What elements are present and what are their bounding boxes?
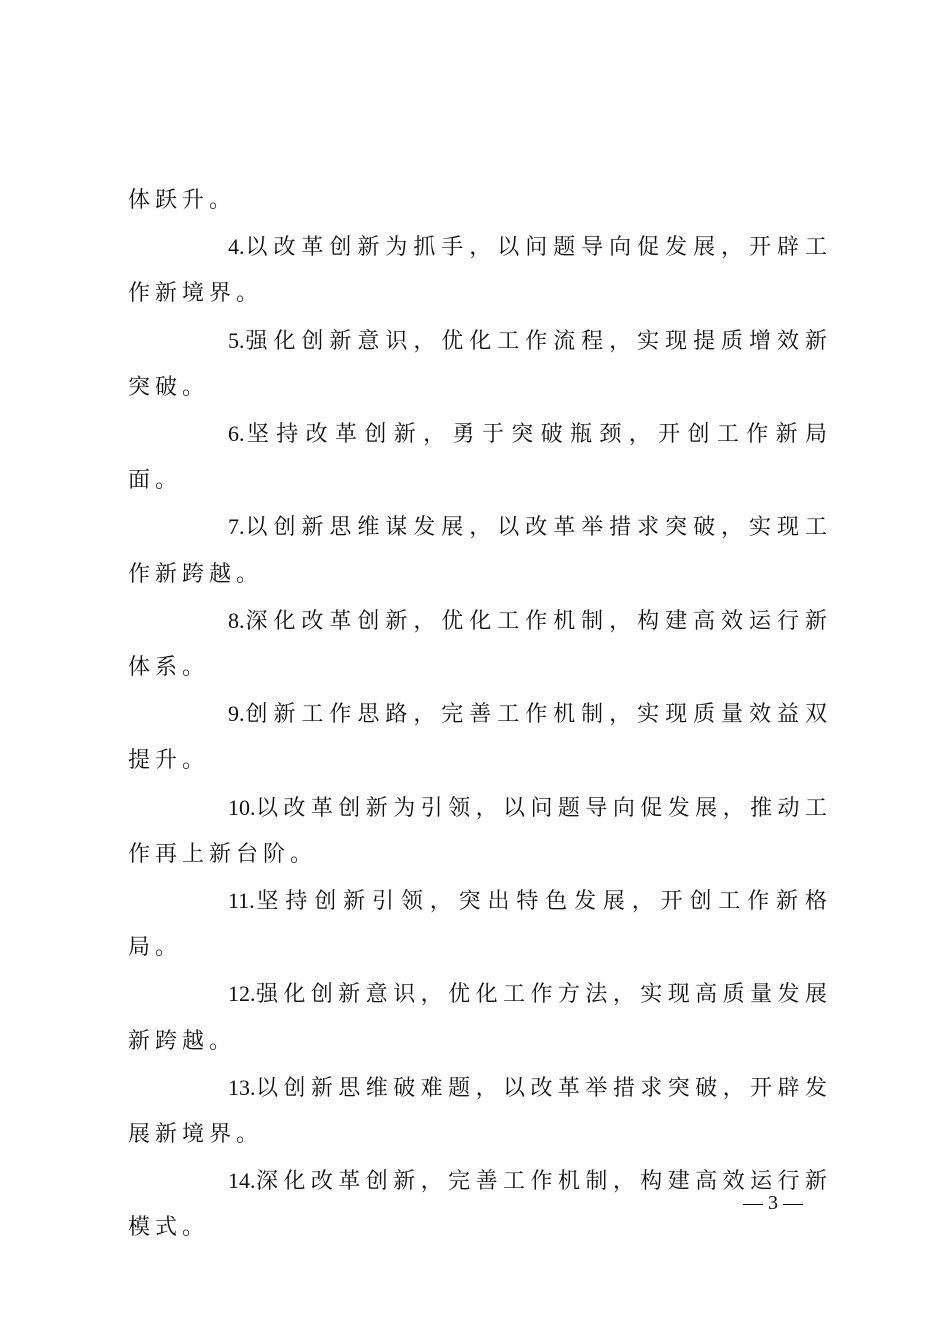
item-number: 13. [228,1074,256,1100]
list-item [128,224,832,317]
item-text: 坚持创新引领，突出特色发展，开创工作新格局。 [128,889,832,961]
list-item [128,1158,832,1251]
list-item [128,598,832,691]
item-number: 5. [228,327,245,353]
item-number: 6. [228,421,245,447]
list-item [128,971,832,1064]
page-number: — 3 — [743,1192,803,1214]
continuation-text: 体跃升。 [128,188,237,213]
item-number: 7. [228,514,245,540]
item-number: 8. [228,607,245,633]
item-text: 强化创新意识，优化工作流程，实现提质增效新突破。 [128,328,832,400]
item-text: 以创新思维破难题，以改革举措求突破，开辟发展新境界。 [128,1075,832,1148]
list-item [128,318,832,411]
item-number: 14. [228,1168,256,1194]
item-number: 10. [228,794,256,820]
item-text: 强化创新意识，优化工作方法，实现高质量发展新跨越。 [128,982,832,1054]
list-item [128,1065,832,1158]
list-item [128,878,832,971]
item-text: 创新工作思路，完善工作机制，实现质量效益双提升。 [128,702,832,774]
item-text: 以改革创新为抓手，以问题导向促发展，开辟工作新境界。 [128,235,832,307]
item-number: 11. [228,888,255,914]
item-number: 12. [228,981,256,1007]
list-item [128,785,832,878]
item-text: 深化改革创新，优化工作机制，构建高效运行新体系。 [128,608,832,681]
list-item [128,411,832,504]
list-item [128,504,832,597]
continuation-paragraph [128,178,832,224]
document-body [128,178,832,1252]
list-item [128,691,832,784]
item-text: 深化改革创新，完善工作机制，构建高效运行新模式。 [128,1169,832,1241]
item-text: 坚持改革创新，勇于突破瓶颈，开创工作新局面。 [128,422,832,494]
item-text: 以创新思维谋发展，以改革举措求突破，实现工作新跨越。 [128,515,832,587]
item-number: 4. [228,234,245,260]
item-text: 以改革创新为引领，以问题导向促发展，推动工作再上新台阶。 [128,795,832,867]
item-number: 9. [228,701,245,727]
